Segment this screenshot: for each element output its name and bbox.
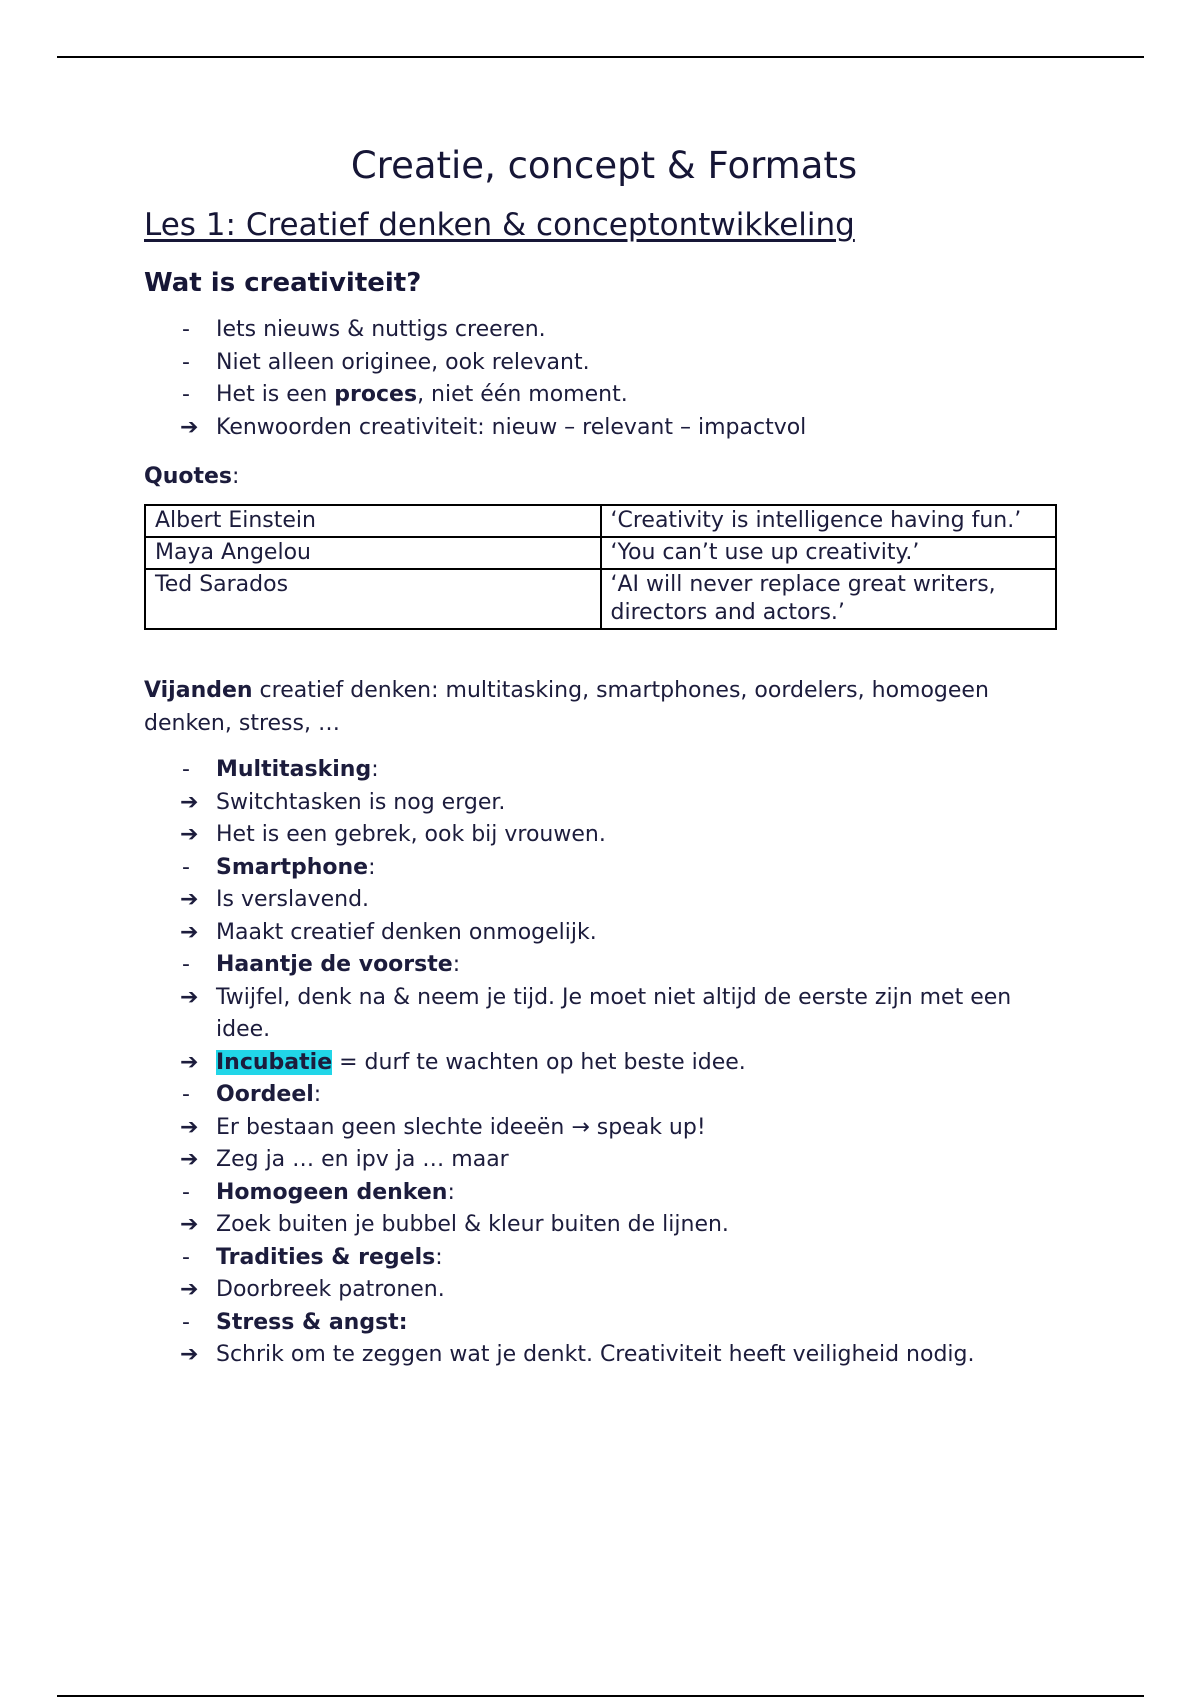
quote-row — [145, 569, 1056, 629]
item-text: Het is een gebrek, ook bij vrouwen. — [216, 822, 606, 847]
item-colon: : — [447, 1179, 455, 1205]
list-item — [144, 1079, 1064, 1112]
dash-bullet: - — [182, 349, 190, 375]
item-text: Het is een — [216, 382, 335, 407]
quote-author: Albert Einstein — [145, 505, 601, 537]
item-heading: Haantje de voorste — [216, 952, 453, 977]
list-item — [144, 852, 1064, 885]
dash-bullet: - — [182, 757, 190, 782]
enemies-text: creatief denken: multitasking, smartphones, oordelers, homogeen denken, stress, … — [144, 678, 989, 736]
item-text: , niet één moment. — [417, 382, 628, 407]
arrow-bullet-icon: ➔ — [180, 919, 199, 945]
list-item — [144, 754, 1064, 787]
item-colon: : — [435, 1244, 443, 1270]
item-text: Schrik om te zeggen wat je denkt. Creativiteit heeft veiligheid nodig. — [216, 1342, 975, 1367]
quotes-label — [144, 462, 1064, 492]
intro-list — [144, 314, 1064, 444]
dash-bullet: - — [182, 317, 190, 342]
item-heading: Stress & angst: — [216, 1309, 408, 1335]
list-item — [144, 314, 1064, 347]
arrow-bullet-icon: ➔ — [180, 1114, 199, 1140]
dash-bullet: - — [182, 1179, 190, 1205]
dash-bullet: - — [182, 854, 190, 880]
arrow-bullet-icon: ➔ — [180, 789, 199, 815]
item-heading: Smartphone — [216, 854, 369, 880]
item-heading: Homogeen denken — [216, 1179, 448, 1205]
highlighted-term: Incubatie — [216, 1049, 333, 1075]
item-heading: Oordeel — [216, 1082, 314, 1107]
list-item — [144, 1274, 1064, 1307]
item-text: Is verslavend. — [216, 887, 370, 912]
quote-author: Ted Sarados — [145, 569, 601, 629]
list-item — [144, 1339, 1064, 1372]
list-item — [144, 1177, 1064, 1210]
item-bold: proces — [334, 382, 418, 407]
quote-text: ‘You can’t use up creativity.’ — [601, 537, 1057, 569]
section-heading: Wat is creativiteit? — [144, 268, 422, 298]
item-text: Kenwoorden creativiteit: nieuw – relevant – impactvol — [216, 414, 807, 440]
list-item — [144, 917, 1064, 950]
dash-bullet: - — [182, 382, 190, 407]
lesson-title: Les 1: Creatief denken & conceptontwikkeling — [144, 207, 855, 243]
dash-bullet: - — [182, 1082, 190, 1107]
dash-bullet: - — [182, 1244, 190, 1270]
list-item — [144, 347, 1064, 380]
arrow-bullet-icon: ➔ — [180, 1212, 199, 1237]
arrow-bullet-icon: ➔ — [180, 984, 199, 1010]
item-heading: Tradities & regels — [216, 1244, 436, 1270]
quote-row — [145, 537, 1056, 569]
list-item — [144, 1209, 1064, 1242]
header-rule — [57, 56, 1144, 58]
document-title: Creatie, concept & Formats — [350, 144, 858, 187]
quotes-label-text: Quotes — [144, 464, 233, 489]
arrow-bullet-icon: ➔ — [180, 1147, 199, 1172]
enemies-bold: Vijanden — [144, 678, 253, 703]
list-item — [144, 1242, 1064, 1275]
quote-row — [145, 505, 1056, 537]
item-colon: : — [371, 757, 379, 782]
item-text: Switchtasken is nog erger. — [216, 789, 506, 815]
item-colon: : — [452, 952, 461, 977]
arrow-bullet-icon: ➔ — [180, 1049, 199, 1075]
arrow-bullet-icon: ➔ — [180, 1277, 199, 1302]
list-item — [144, 1307, 1064, 1340]
list-item — [144, 412, 1064, 445]
quotes-table — [144, 504, 1057, 630]
quotes-label-colon: : — [232, 464, 240, 489]
arrow-bullet-icon: ➔ — [180, 1342, 199, 1367]
item-text: Twijfel, denk na & neem je tijd. Je moet niet altijd de eerste zijn met een idee. — [216, 984, 1012, 1042]
list-item — [144, 949, 1064, 982]
quote-author: Maya Angelou — [145, 537, 601, 569]
enemies-list — [144, 754, 1064, 1372]
list-item — [144, 1112, 1064, 1145]
item-text: Iets nieuws & nuttigs creeren. — [216, 317, 546, 342]
arrow-bullet-icon: ➔ — [180, 414, 199, 440]
arrow-bullet-icon: ➔ — [180, 887, 199, 912]
item-text: Niet alleen originee, ook relevant. — [216, 349, 590, 375]
item-text: = durf te wachten op het beste idee. — [332, 1049, 746, 1075]
item-text: Maakt creatief denken onmogelijk. — [216, 919, 597, 945]
quote-text: ‘AI will never replace great writers, directors and actors.’ — [601, 569, 1057, 629]
item-colon: : — [313, 1082, 322, 1107]
enemies-paragraph — [144, 674, 1064, 740]
item-heading: Multitasking — [216, 757, 372, 782]
list-item — [144, 982, 1064, 1047]
dash-bullet: - — [182, 1309, 190, 1335]
dash-bullet: - — [182, 952, 190, 977]
list-item — [144, 379, 1064, 412]
list-item — [144, 1047, 1064, 1080]
item-text: Er bestaan geen slechte ideeën → speak up! — [216, 1114, 706, 1140]
list-item — [144, 787, 1064, 820]
list-item — [144, 1144, 1064, 1177]
document-body — [144, 138, 1064, 1372]
item-text: Zeg ja … en ipv ja … maar — [216, 1147, 509, 1172]
quote-text: ‘Creativity is intelligence having fun.’ — [601, 505, 1057, 537]
arrow-bullet-icon: ➔ — [180, 822, 199, 847]
footer-rule — [57, 1695, 1144, 1697]
list-item — [144, 884, 1064, 917]
item-colon: : — [368, 854, 376, 880]
item-text: Doorbreek patronen. — [216, 1277, 445, 1302]
list-item — [144, 819, 1064, 852]
item-text: Zoek buiten je bubbel & kleur buiten de lijnen. — [216, 1212, 729, 1237]
